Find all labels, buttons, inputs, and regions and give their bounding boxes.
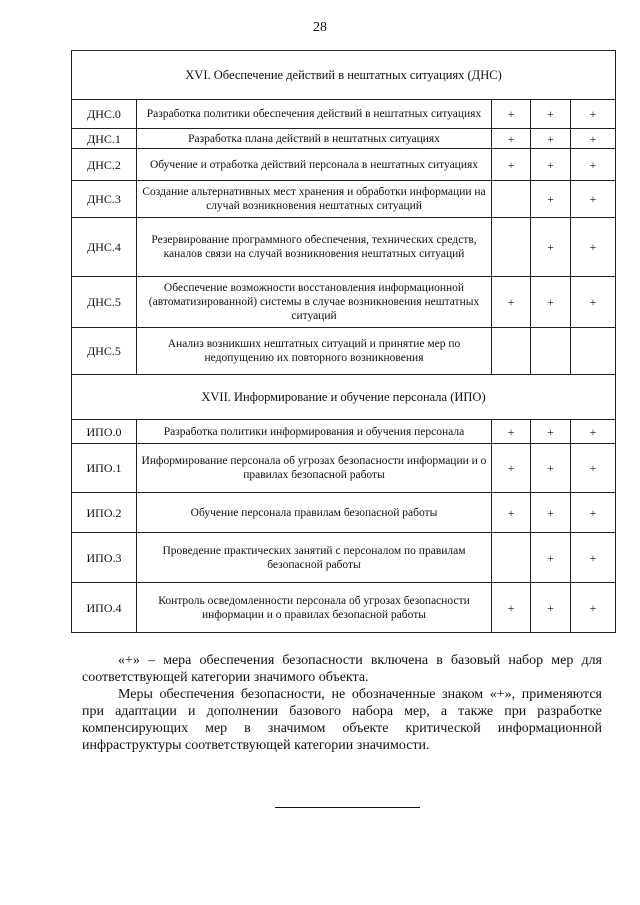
table-row xyxy=(72,129,616,149)
table-row xyxy=(72,493,616,533)
table-row xyxy=(72,149,616,181)
table-row xyxy=(72,181,616,218)
category-2-mark: + xyxy=(531,277,571,328)
category-1-mark xyxy=(571,328,616,375)
category-3-mark: + xyxy=(492,149,531,181)
measure-code: ИПО.4 xyxy=(72,583,137,633)
measure-code: ДНС.4 xyxy=(72,218,137,277)
category-1-mark: + xyxy=(571,218,616,277)
note-paragraph: «+» – мера обеспечения безопасности включена в базовый набор мер для соответствующей категории значимого объекта. xyxy=(82,653,602,685)
category-3-mark xyxy=(492,328,531,375)
category-2-mark: + xyxy=(531,420,571,444)
section-title: XVII. Информирование и обучение персонала (ИПО) xyxy=(72,375,616,420)
measure-description: Проведение практических занятий с персоналом по правилам безопасной работы xyxy=(137,533,492,583)
category-1-mark: + xyxy=(571,129,616,149)
note-paragraph: Меры обеспечения безопасности, не обозначенные знаком «+», применяются при адаптации и дополнении базового набора мер, а также при разработке компенсирующих мер в значимом объекте критической информационной инфраструктуры соответствующей категории значимости. xyxy=(82,687,602,753)
table-row xyxy=(72,420,616,444)
category-2-mark xyxy=(531,328,571,375)
category-2-mark: + xyxy=(531,533,571,583)
measure-code: ДНС.0 xyxy=(72,100,137,129)
category-3-mark: + xyxy=(492,420,531,444)
category-2-mark: + xyxy=(531,129,571,149)
table-row xyxy=(72,277,616,328)
category-1-mark: + xyxy=(571,149,616,181)
measure-code: ДНС.1 xyxy=(72,129,137,149)
measure-description: Разработка политики обеспечения действий в нештатных ситуациях xyxy=(137,100,492,129)
category-3-mark: + xyxy=(492,493,531,533)
measure-code: ИПО.3 xyxy=(72,533,137,583)
measure-description: Резервирование программного обеспечения, технических средств, каналов связи на случай возникновения нештатных ситуаций xyxy=(137,218,492,277)
measure-description: Разработка плана действий в нештатных ситуациях xyxy=(137,129,492,149)
category-3-mark: + xyxy=(492,444,531,493)
measure-code: ДНС.5 xyxy=(72,277,137,328)
table-row xyxy=(72,583,616,633)
closing-divider-line xyxy=(275,807,420,808)
category-1-mark: + xyxy=(571,277,616,328)
category-1-mark: + xyxy=(571,493,616,533)
category-1-mark: + xyxy=(571,583,616,633)
measure-code: ИПО.0 xyxy=(72,420,137,444)
category-3-mark xyxy=(492,218,531,277)
measure-description: Создание альтернативных мест хранения и обработки информации на случай возникновения нештатных ситуаций xyxy=(137,181,492,218)
category-2-mark: + xyxy=(531,181,571,218)
category-3-mark: + xyxy=(492,100,531,129)
measure-description: Обеспечение возможности восстановления информационной (автоматизированной) системы в случае возникновения нештатных ситуаций xyxy=(137,277,492,328)
unmarked-measures-note xyxy=(82,686,602,754)
category-2-mark: + xyxy=(531,583,571,633)
page-number: 28 xyxy=(313,20,327,35)
section-header-ipo xyxy=(72,375,616,420)
plus-sign-note xyxy=(82,652,602,686)
category-2-mark: + xyxy=(531,218,571,277)
measures-table xyxy=(71,50,616,633)
category-2-mark: + xyxy=(531,100,571,129)
measure-description: Контроль осведомленности персонала об угрозах безопасности информации и о правилах безопасной работы xyxy=(137,583,492,633)
measure-description: Анализ возникших нештатных ситуаций и принятие мер по недопущению их повторного возникновения xyxy=(137,328,492,375)
measure-description: Информирование персонала об угрозах безопасности информации и о правилах безопасной работы xyxy=(137,444,492,493)
measure-code: ДНС.2 xyxy=(72,149,137,181)
category-2-mark: + xyxy=(531,493,571,533)
measure-description: Обучение персонала правилам безопасной работы xyxy=(137,493,492,533)
category-3-mark xyxy=(492,533,531,583)
category-1-mark: + xyxy=(571,420,616,444)
category-3-mark: + xyxy=(492,583,531,633)
measure-description: Обучение и отработка действий персонала в нештатных ситуациях xyxy=(137,149,492,181)
category-1-mark: + xyxy=(571,100,616,129)
measure-description: Разработка политики информирования и обучения персонала xyxy=(137,420,492,444)
measure-code: ДНС.3 xyxy=(72,181,137,218)
category-3-mark: + xyxy=(492,277,531,328)
category-1-mark: + xyxy=(571,181,616,218)
table-row xyxy=(72,218,616,277)
table-row xyxy=(72,533,616,583)
measure-code: ИПО.1 xyxy=(72,444,137,493)
category-1-mark: + xyxy=(571,533,616,583)
category-3-mark xyxy=(492,181,531,218)
section-header-dns xyxy=(72,51,616,100)
table-row xyxy=(72,444,616,493)
category-3-mark: + xyxy=(492,129,531,149)
section-title: XVI. Обеспечение действий в нештатных ситуациях (ДНС) xyxy=(72,51,616,100)
table-row xyxy=(72,100,616,129)
measure-code: ИПО.2 xyxy=(72,493,137,533)
category-2-mark: + xyxy=(531,149,571,181)
category-2-mark: + xyxy=(531,444,571,493)
table-row xyxy=(72,328,616,375)
measure-code: ДНС.5 xyxy=(72,328,137,375)
category-1-mark: + xyxy=(571,444,616,493)
